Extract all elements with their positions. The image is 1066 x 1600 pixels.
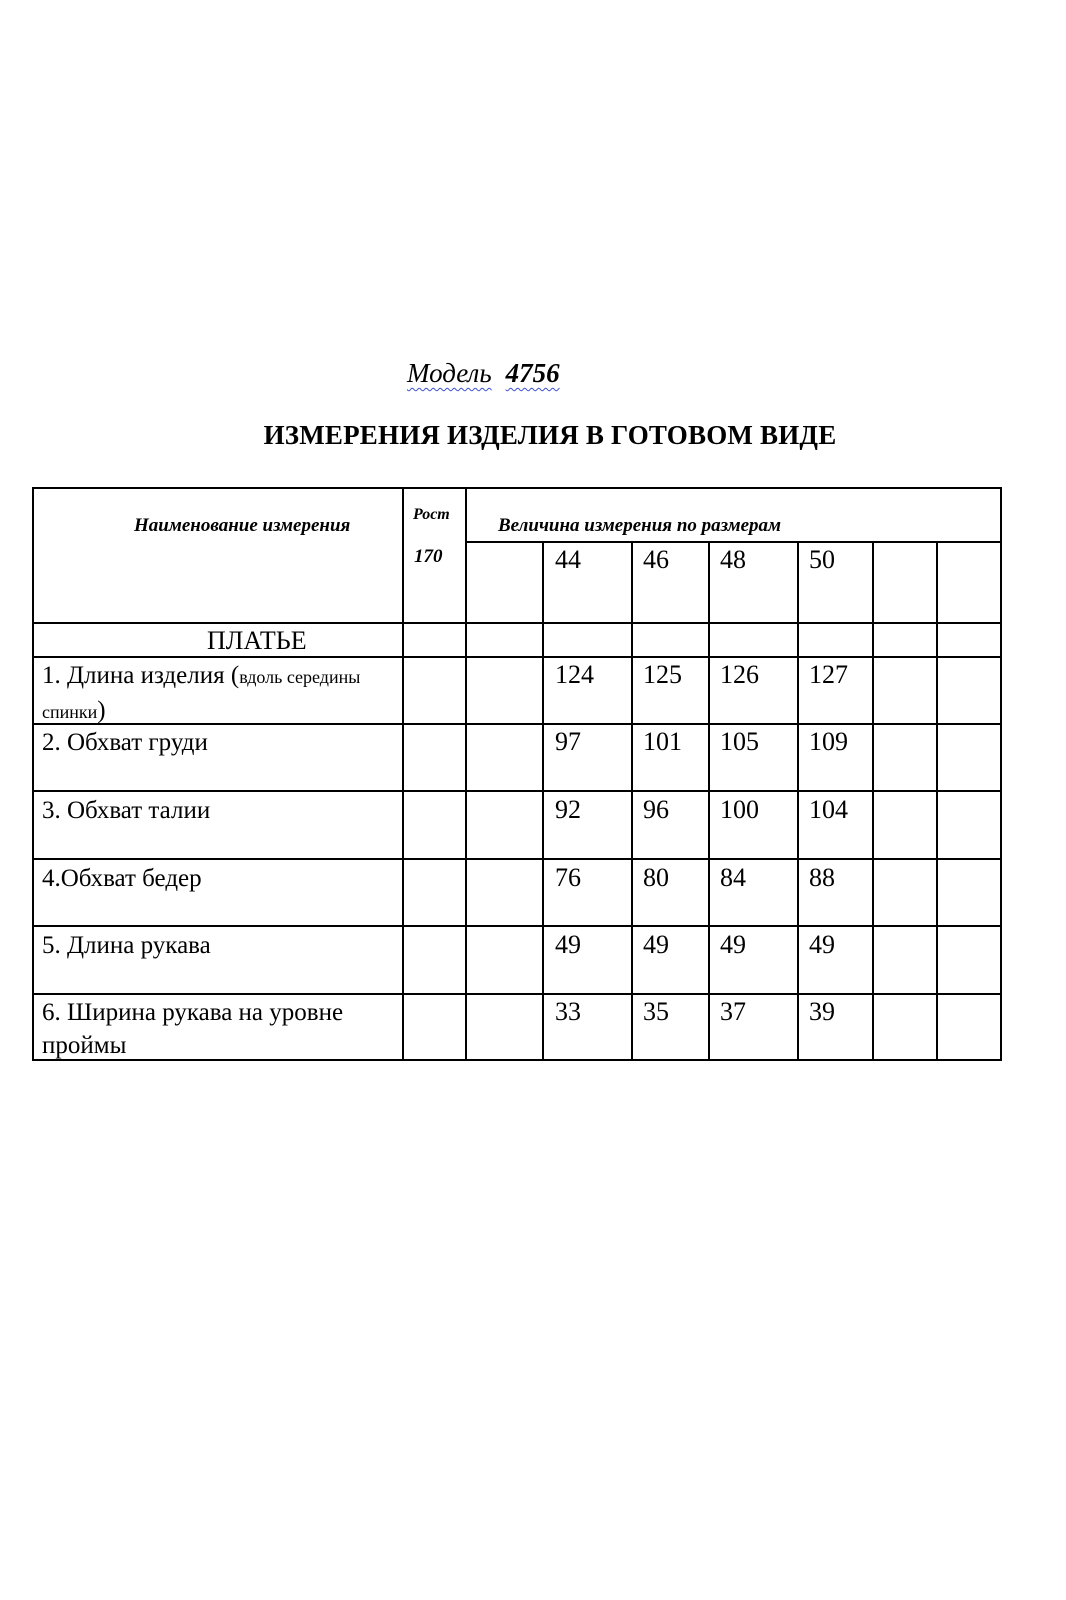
value-r6-c3: 37 <box>720 997 746 1026</box>
header-values-label: Величина измерения по размерам <box>498 515 782 536</box>
value-r3-c2: 96 <box>643 795 669 824</box>
row-label-1-text: 1. Длина изделия ( <box>42 662 240 689</box>
value-r3-c3: 100 <box>720 795 759 824</box>
row-label-1-tail: ) <box>97 697 106 724</box>
value-r1-c2: 125 <box>643 660 682 689</box>
row-label-3: 3. Обхват талии <box>42 797 211 824</box>
value-r2-c2: 101 <box>643 727 682 756</box>
value-r5-c3: 49 <box>720 930 746 959</box>
table-border <box>33 488 1001 1060</box>
header-name-column: Наименование измерения <box>134 515 351 536</box>
size-50: 50 <box>809 545 835 574</box>
section-title: ПЛАТЬЕ <box>207 626 307 655</box>
value-r2-c4: 109 <box>809 727 848 756</box>
value-r4-c1: 76 <box>555 863 581 892</box>
size-46: 46 <box>643 545 669 574</box>
value-r1-c3: 126 <box>720 660 759 689</box>
value-r5-c1: 49 <box>555 930 581 959</box>
value-r5-c4: 49 <box>809 930 835 959</box>
value-r4-c4: 88 <box>809 863 835 892</box>
value-r2-c3: 105 <box>720 727 759 756</box>
value-r6-c4: 39 <box>809 997 835 1026</box>
model-label: Модель <box>407 358 492 388</box>
value-r6-c1: 33 <box>555 997 581 1026</box>
row-label-5: 5. Длина рукава <box>42 932 211 959</box>
value-r1-c1: 124 <box>555 660 594 689</box>
row-label-1-note: вдоль середины спинки <box>42 667 361 722</box>
size-44: 44 <box>555 545 581 574</box>
value-r4-c2: 80 <box>643 863 669 892</box>
page-title: ИЗМЕРЕНИЯ ИЗДЕЛИЯ В ГОТОВОМ ВИДЕ <box>263 420 837 450</box>
value-r3-c4: 104 <box>809 795 848 824</box>
value-r4-c3: 84 <box>720 863 746 892</box>
row-label-4: 4.Обхват бедер <box>42 865 202 892</box>
header-height-value: 170 <box>414 546 443 567</box>
size-48: 48 <box>720 545 746 574</box>
header-height-label: Рост <box>413 506 450 523</box>
row-label-2: 2. Обхват груди <box>42 729 208 756</box>
value-r2-c1: 97 <box>555 727 581 756</box>
value-r1-c4: 127 <box>809 660 848 689</box>
value-r3-c1: 92 <box>555 795 581 824</box>
value-r5-c2: 49 <box>643 930 669 959</box>
value-r6-c2: 35 <box>643 997 669 1026</box>
model-number: 4756 <box>505 358 560 388</box>
row-label-6: 6. Ширина рукава на уровне проймы <box>42 999 344 1059</box>
row-label-1 <box>42 659 397 729</box>
